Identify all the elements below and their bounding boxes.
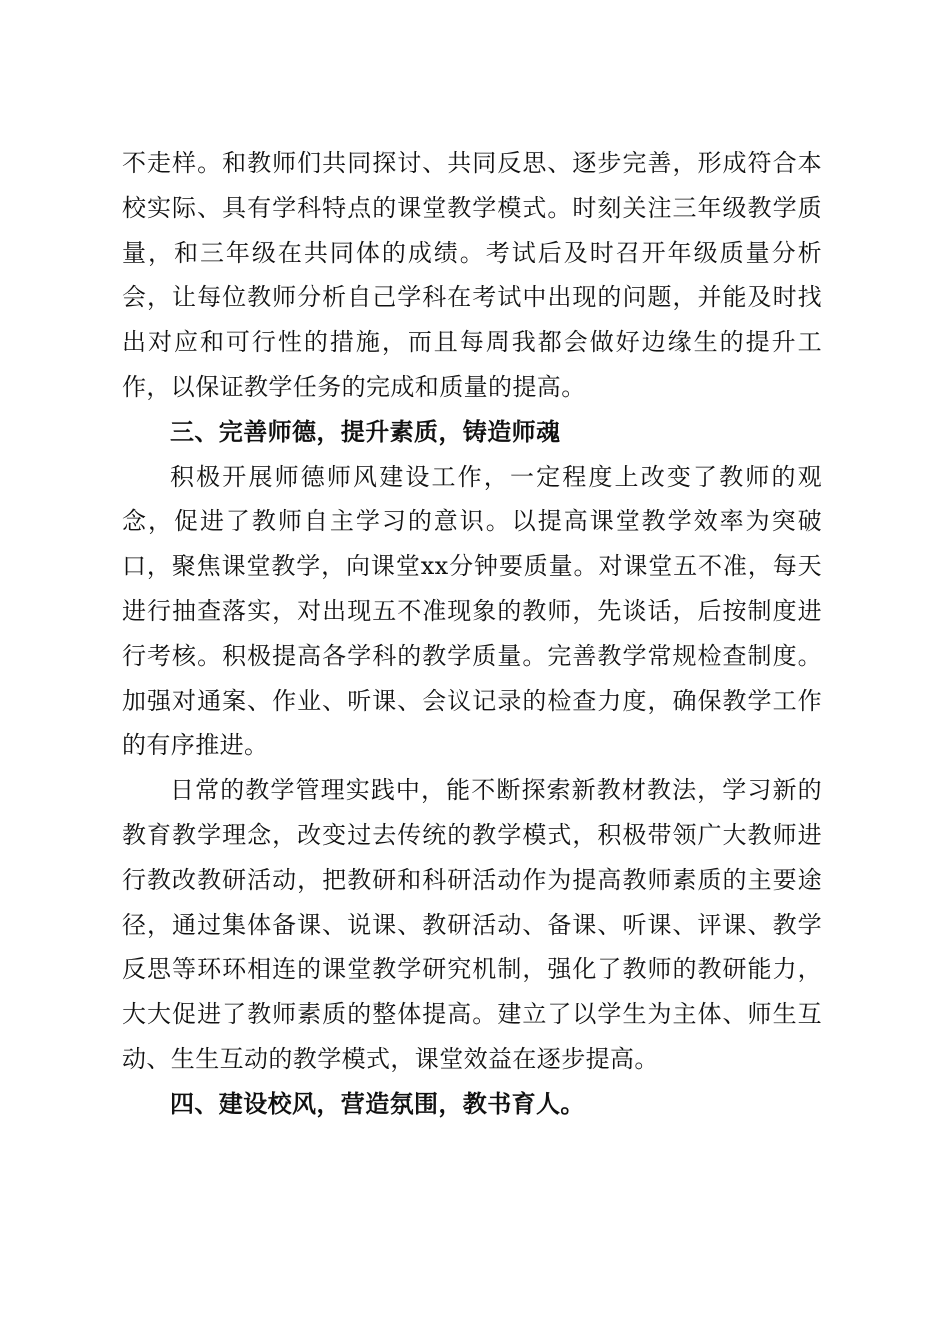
paragraph-continued: 不走样。和教师们共同探讨、共同反思、逐步完善，形成符合本校实际、具有学科特点的课堂教学模式。时刻关注三年级教学质量，和三年级在共同体的成绩。考试后及时召开年级质量分析会，让每位教师分析自己学科在考试中出现的问题，并能及时找出对应和可行性的措施，而且每周我都会做好边缘生的提升工作，以保证教学任务的完成和质量的提高。: [122, 149, 822, 401]
paragraph-teacher-ethics: 积极开展师德师风建设工作，一定程度上改变了教师的观念，促进了教师自主学习的意识。以提高课堂教学效率为突破口，聚焦课堂教学，向课堂xx分钟要质量。对课堂五不准，每天进行抽查落实，对出现五不准现象的教师，先谈话，后按制度进行考核。积极提高各学科的教学质量。完善教学常规检查制度。加强对通案、作业、听课、会议记录的检查力度，确保教学工作的有序推进。: [122, 462, 822, 760]
document-body: [122, 141, 822, 1127]
section-heading-three: 三、完善师德，提升素质，铸造师魂: [170, 417, 561, 446]
paragraph-teaching-management: 日常的教学管理实践中，能不断探索新教材教法，学习新的教育教学理念，改变过去传统的教学模式，积极带领广大教师进行教改教研活动，把教研和科研活动作为提高教师素质的主要途径，通过集体备课、说课、教研活动、备课、听课、评课、教学反思等环环相连的课堂教学研究机制，强化了教师的教研能力，大大促进了教师素质的整体提高。建立了以学生为主体、师生互动、生生互动的教学模式，课堂效益在逐步提高。: [122, 776, 822, 1073]
section-heading-four: 四、建设校风，营造氛围，教书育人。: [170, 1089, 585, 1118]
